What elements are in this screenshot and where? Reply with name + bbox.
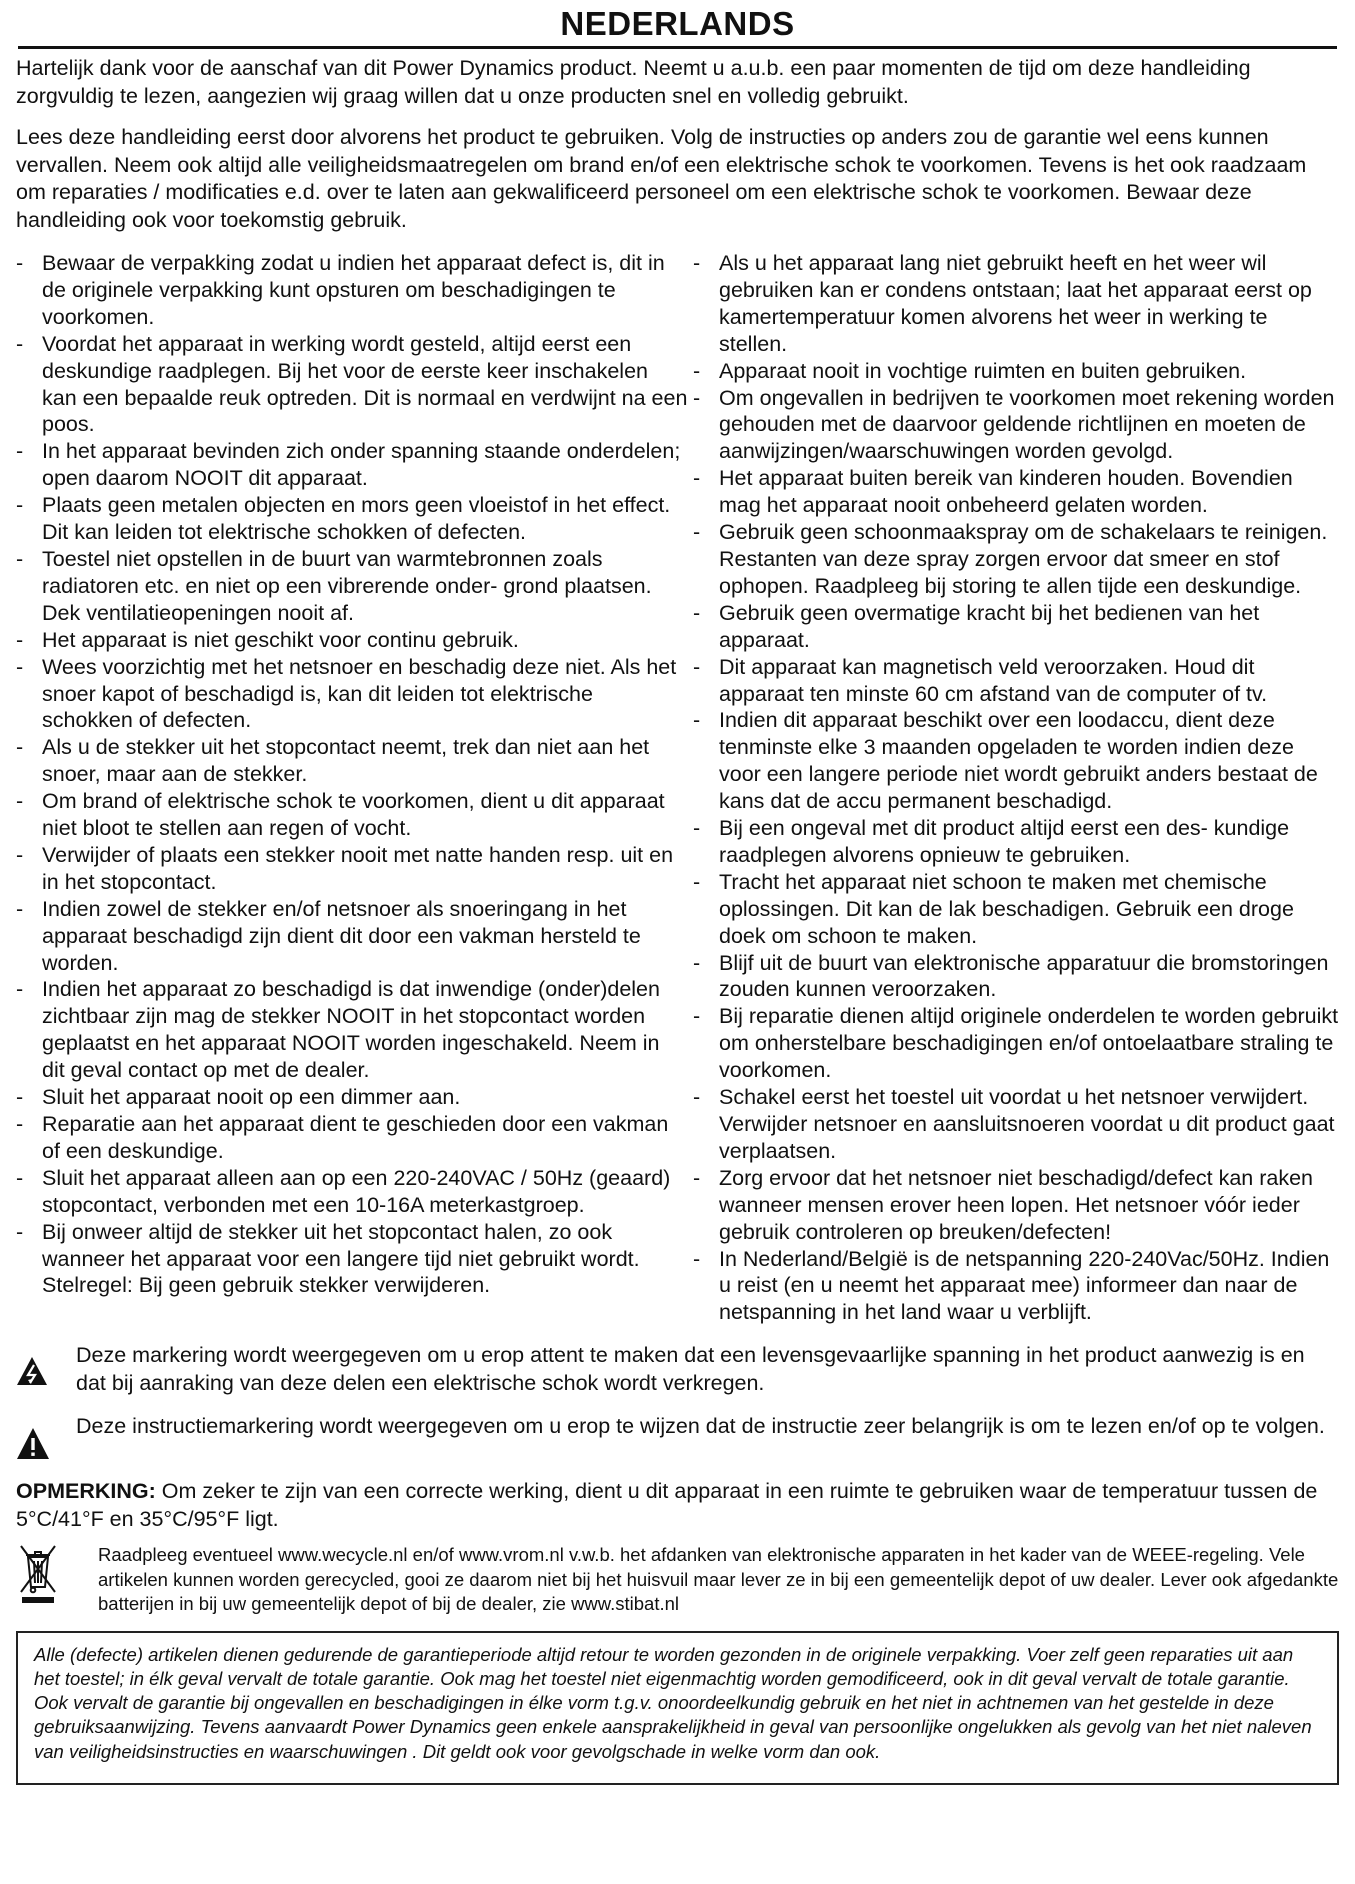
list-item: - In Nederland/België is de netspanning 220-240Vac/50Hz. Indien u reist (en u neemt het apparaat mee) informeer dan naar de netspanning in het land waar u verblijft. bbox=[693, 1246, 1339, 1327]
voltage-warning bbox=[16, 1342, 1339, 1397]
list-item: - Plaats geen metalen objecten en mors geen vloeistof in het effect. Dit kan leiden tot elektrische schokken of defecten. bbox=[16, 492, 688, 546]
temperature-note bbox=[16, 1478, 1339, 1533]
instruction-warning bbox=[16, 1413, 1339, 1466]
list-item: - Bewaar de verpakking zodat u indien het apparaat defect is, dit in de originele verpakking kunt opsturen om beschadigingen te voorkomen. bbox=[16, 250, 688, 331]
list-item: - Voordat het apparaat in werking wordt gesteld, altijd eerst een deskundige raadplegen. Bij het voor de eerste keer inschakelen kan een bepaalde reuk optreden. Dit is normaal en verdwijnt na een poos. bbox=[16, 331, 688, 439]
safety-columns bbox=[16, 250, 1339, 1326]
list-item: - Gebruik geen schoonmaakspray om de schakelaars te reinigen. Restanten van deze spray zorgen ervoor dat smeer en stof ophopen. Raadpleeg bij storing te allen tijde een deskundige. bbox=[693, 519, 1339, 600]
list-item: - Indien dit apparaat beschikt over een loodaccu, dient deze tenminste elke 3 maanden opgeladen te worden indien deze voor een langere periode niet wordt gebruikt anders bestaat de kans dat de accu permanent beschadigd. bbox=[693, 707, 1339, 815]
list-item: - Indien het apparaat zo beschadigd is dat inwendige (onder)delen zichtbaar zijn mag de stekker NOOIT in het stopcontact worden geplaatst en het apparaat NOOIT worden ingeschakeld. Neem in dit geval contact op met de dealer. bbox=[16, 976, 688, 1084]
list-item: - Als u het apparaat lang niet gebruikt heeft en het weer wil gebruiken kan er condens ontstaan; laat het apparaat eerst op kamertemperatuur komen alvorens het weer in werking te stellen. bbox=[693, 250, 1339, 358]
list-item: - Indien zowel de stekker en/of netsnoer als snoeringang in het apparaat beschadigd zijn dient dit door een vakman hersteld te worden. bbox=[16, 896, 688, 977]
list-item: - Verwijder of plaats een stekker nooit met natte handen resp. uit en in het stopcontact. bbox=[16, 842, 688, 896]
note-text: Om zeker te zijn van een correcte werking, dient u dit apparaat in een ruimte te gebruiken waar de temperatuur tussen de 5°C/41°F en 35°C/95°F ligt. bbox=[16, 1479, 1318, 1531]
list-item: - Dit apparaat kan magnetisch veld veroorzaken. Houd dit apparaat ten minste 60 cm afstand van de computer of tv. bbox=[693, 654, 1339, 708]
list-item: - Bij een ongeval met dit product altijd eerst een des- kundige raadplegen alvorens opnieuw te gebruiken. bbox=[693, 815, 1339, 869]
list-item: - In het apparaat bevinden zich onder spanning staande onderdelen; open daarom NOOIT dit apparaat. bbox=[16, 438, 688, 492]
warranty-box bbox=[16, 1631, 1339, 1785]
note-label: OPMERKING: bbox=[16, 1479, 156, 1504]
intro-paragraph-1: Hartelijk dank voor de aanschaf van dit Power Dynamics product. Neemt u a.u.b. een paar momenten de tijd om deze handleiding zorgvuldig te lezen, aangezien wij graag willen dat u onze producten snel en volledig gebruikt. bbox=[16, 56, 1251, 108]
list-item: - Blijf uit de buurt van elektronische apparatuur die bromstoringen zouden kunnen veroorzaken. bbox=[693, 950, 1339, 1004]
exclamation-warning-icon bbox=[16, 1413, 76, 1466]
safety-column-left bbox=[16, 250, 688, 1326]
list-item: - Zorg ervoor dat het netsnoer niet beschadigd/defect kan raken wanneer mensen erover heen lopen. Het netsnoer vóór ieder gebruik controleren op breuken/defecten! bbox=[693, 1165, 1339, 1246]
voltage-warning-text: Deze markering wordt weergegeven om u erop attent te maken dat een levensgevaarlijke spanning in het product aanwezig is en dat bij aanraking van deze delen een elektrische schok wordt verkregen. bbox=[76, 1343, 1305, 1395]
page-title: NEDERLANDS bbox=[560, 5, 795, 42]
title-rule bbox=[18, 46, 1337, 49]
list-item: - Wees voorzichtig met het netsnoer en beschadig deze niet. Als het snoer kapot of beschadigd is, kan dit leiden tot elektrische schokken of defecten. bbox=[16, 654, 688, 735]
list-item: - Sluit het apparaat nooit op een dimmer aan. bbox=[16, 1084, 688, 1111]
list-item: - Toestel niet opstellen in de buurt van warmtebronnen zoals radiatoren etc. en niet op een vibrerende onder- grond plaatsen. Dek ventilatieopeningen nooit af. bbox=[16, 546, 688, 627]
intro-paragraph-2: Lees deze handleiding eerst door alvorens het product te gebruiken. Volg de instructies op anders zou de garantie wel eens kunnen vervallen. Neem ook altijd alle veiligheidsmaatregelen om brand en/of een elektrische schok te voorkomen. Tevens is het ook raadzaam om reparaties / modificaties e.d. over te laten aan gekwalificeerd personeel om een elektrische schok te voorkomen. Bewaar deze handleiding ook voor toekomstig gebruik. bbox=[16, 125, 1307, 232]
instruction-warning-text: Deze instructiemarkering wordt weergegeven om u erop te wijzen dat de instructie zeer belangrijk is om te lezen en/of op te volgen. bbox=[76, 1414, 1325, 1439]
list-item: - Reparatie aan het apparaat dient te geschieden door een vakman of een deskundige. bbox=[16, 1111, 688, 1165]
list-item: - Sluit het apparaat alleen aan op een 220-240VAC / 50Hz (geaard) stopcontact, verbonden met een 10-16A meterkastgroep. bbox=[16, 1165, 688, 1219]
list-item: - Het apparaat is niet geschikt voor continu gebruik. bbox=[16, 627, 688, 654]
list-item: - Het apparaat buiten bereik van kinderen houden. Bovendien mag het apparaat nooit onbeheerd gelaten worden. bbox=[693, 465, 1339, 519]
list-item: - Schakel eerst het toestel uit voordat u het netsnoer verwijdert. Verwijder netsnoer en aansluitsnoeren voordat u dit product gaat verplaatsen. bbox=[693, 1084, 1339, 1165]
weee-text: Raadpleeg eventueel www.wecycle.nl en/of www.vrom.nl v.w.b. het afdanken van elektronische apparaten in het kader van de WEEE-regeling. Vele artikelen kunnen worden gerecycled, gooi ze daarom niet bij het huisvuil maar lever ze in bij een gemeentelijk depot of uw dealer. Lever ook afgedankte batterijen in bij uw gemeentelijk depot of bij de dealer, zie www.stibat.nl bbox=[98, 1544, 1339, 1615]
list-item: - Bij reparatie dienen altijd originele onderdelen te worden gebruikt om onherstelbare beschadigingen en/of ontoelaatbare straling te voorkomen. bbox=[693, 1003, 1339, 1084]
list-item: - Als u de stekker uit het stopcontact neemt, trek dan niet aan het snoer, maar aan de stekker. bbox=[16, 734, 688, 788]
safety-list-left bbox=[16, 250, 688, 1299]
list-item: - Om brand of elektrische schok te voorkomen, dient u dit apparaat niet bloot te stellen aan regen of vocht. bbox=[16, 788, 688, 842]
safety-list-right bbox=[693, 250, 1339, 1326]
safety-column-right bbox=[693, 250, 1339, 1326]
list-item: - Gebruik geen overmatige kracht bij het bedienen van het apparaat. bbox=[693, 600, 1339, 654]
list-item: - Tracht het apparaat niet schoon te maken met chemische oplossingen. Dit kan de lak beschadigen. Gebruik een droge doek om schoon te maken. bbox=[693, 869, 1339, 950]
list-item: - Bij onweer altijd de stekker uit het stopcontact halen, zo ook wanneer het apparaat voor een langere tijd niet gebruikt wordt. Stelregel: Bij geen gebruik stekker verwijderen. bbox=[16, 1219, 688, 1300]
voltage-warning-icon bbox=[16, 1342, 76, 1391]
list-item: - Apparaat nooit in vochtige ruimten en buiten gebruiken. bbox=[693, 358, 1339, 385]
warranty-text: Alle (defecte) artikelen dienen gedurende de garantieperiode altijd retour te worden gezonden in de originele verpakking. Voer zelf geen reparaties uit aan het toestel; in élk geval vervalt de totale garantie. Ook mag het toestel niet eigenmachtig worden gemodificeerd, ook in dit geval vervalt de totale garantie. Ook vervalt de garantie bij ongevallen en beschadigingen in élke vorm t.g.v. onoordeelkundig gebruik en het niet in achtnemen van het gestelde in deze gebruiksaanwijzing. Tevens aanvaardt Power Dynamics geen enkele aansprakelijkheid in geval van persoonlijke ongelukken als gevolg van het niet naleven van veiligheidsinstructies en waarschuwingen . Dit geldt ook voor gevolgschade in welke vorm dan ook. bbox=[34, 1643, 1312, 1762]
list-item: - Om ongevallen in bedrijven te voorkomen moet rekening worden gehouden met de daarvoor geldende richtlijnen en moeten de aanwijzingen/waarschuwingen worden gevolgd. bbox=[693, 385, 1339, 466]
crossed-bin-icon bbox=[16, 1543, 98, 1610]
weee-notice bbox=[16, 1543, 1339, 1617]
